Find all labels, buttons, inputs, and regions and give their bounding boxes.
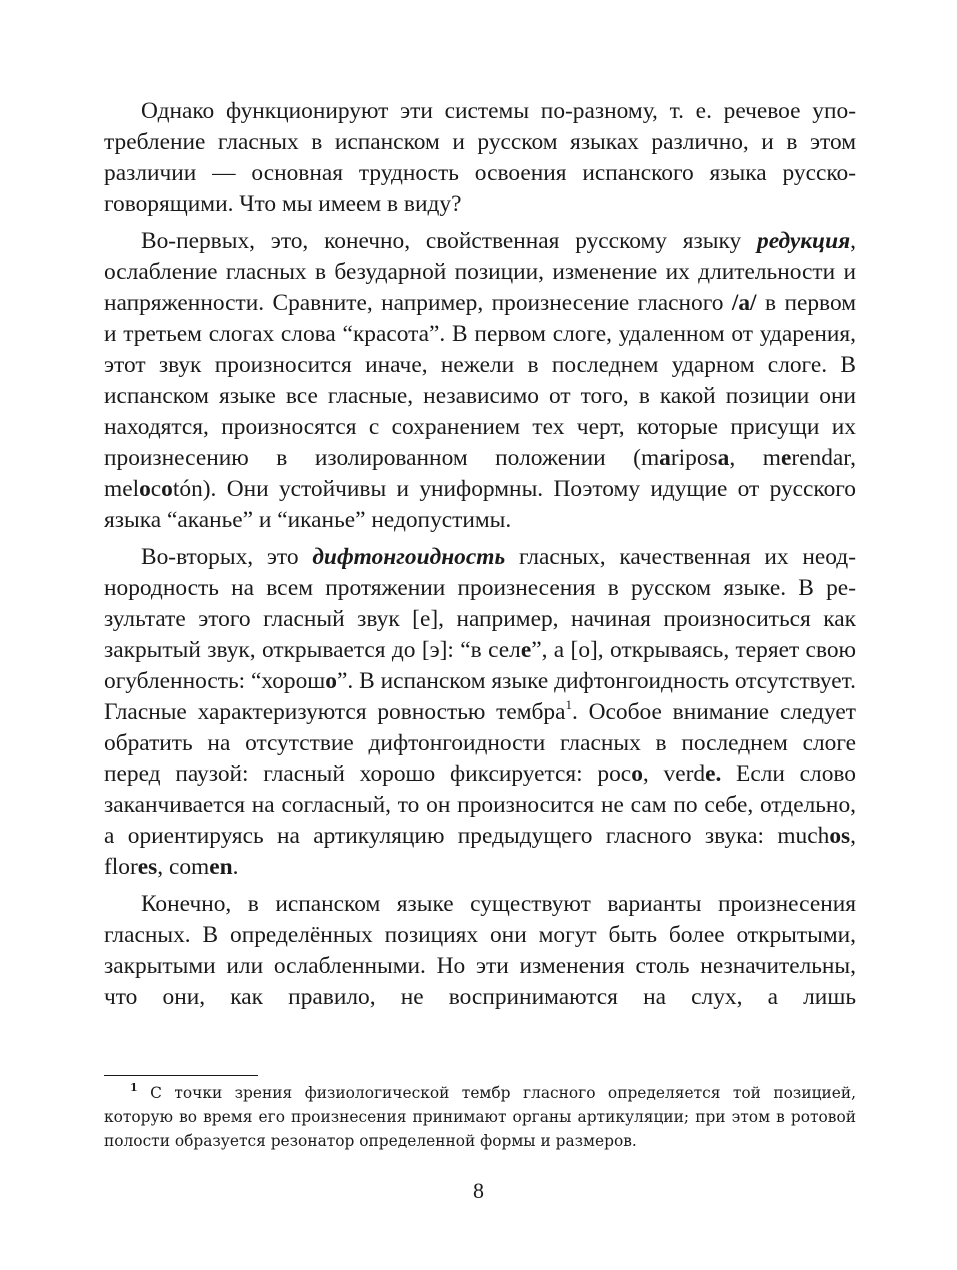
emphasized-term: дифтонгоидность [312,544,506,570]
text-run: , verd [642,761,706,787]
text-run: . Особое внимание следует обратить на отсутствие дифтонгоидности гласных в последнем слоге перед паузой: гласный хорошо фиксируется: poc [104,699,856,787]
text-run: , flor [104,823,856,880]
paragraph [104,542,856,883]
text-run: ripos [670,445,718,471]
text-run: ”, а [о], открываясь, теряет свою огубленность: “хорош [104,637,856,694]
text-run: ”. В испанском языке дифтонгоидность отсутствует. Гласные характеризуются ровностью тембра [104,668,856,725]
bold-letter: a [659,445,671,471]
text-run: Однако функционируют эти системы по-разному, т. е. речевое употребление гласных в испанском и русском языках различно, и в этом различии — основная трудность освоения испанского языка русскоговорящими. Что мы имеем в виду? [104,98,856,217]
text-run: rendar, mel [104,445,857,502]
bold-letter: е [520,637,532,663]
bold-letter: о [325,668,337,694]
text-run: , ослабление гласных в безударной позиции, изменение их длительности и напряженности. Сравните, например, произнесение гласного [104,228,856,316]
text-run: Если слово заканчивается на согласный, то он произносится не сам по себе, отдельно, а ориентируясь на артикуляцию предыдущего гласного звука: much [104,761,856,849]
footnote [104,1081,856,1153]
emphasized-term: редукция [757,228,851,254]
paragraph [104,226,856,536]
bold-letter: o [631,761,643,787]
footnote-reference: 1 [565,697,573,713]
page-body [104,96,856,1019]
text-run: в первом и третьем слогах слова “красота”. В первом слоге, удаленном от ударения, этот звук произносится иначе, нежели в последнем ударном слоге. В испанском языке все гласные, независимо от того, в какой позиции они находятся, произносятся с сохранением тех черт, которые присущи их произнесению в изолированном положении (m [104,290,856,471]
text-run: гласных, качественная их неоднородность на всем протяжении произнесения в русском языке. В результате этого гласный звук [е], например, начиная произноситься как закрытый звук, открывается до [э]: “в сел [104,544,856,663]
text-run: Во-первых, это, конечно, свойственная русскому языку [141,228,758,254]
text-run: . [232,854,239,880]
bold-letter: en [209,854,233,880]
bold-letter: o [161,476,173,502]
text-run: Во-вторых, это [141,544,313,570]
bold-letter: e. [705,761,722,787]
page-number: 8 [473,1178,484,1203]
bold-letter: o [139,476,151,502]
bold-letter: a [717,445,730,471]
footnote-text: С точки зрения физиологической тембр гласного определяется той позицией, которую во время его произнесения принимают органы артикуляции; при этом в ротовой полости образуется резонатор определенной формы и размеров. [104,1084,856,1150]
bold-letter: es [137,854,158,880]
text-run: , m [729,445,781,471]
text-run: c [150,476,162,502]
footnote-divider [104,1075,258,1076]
text-run: , com [157,854,210,880]
bold-letter: e [780,445,792,471]
paragraph [104,96,856,220]
bold-letter: os [829,823,851,849]
text-run: tón). Они устойчивы и униформны. Поэтому идущие от русского языка “аканье” и “иканье” недопустимы. [104,476,856,533]
text-run: Конечно, в испанском языке существуют варианты произнесения гласных. В определённых позициях они могут быть более открытыми, закрытыми или ослабленными. Но эти изменения столь незначительны, что они, как правило, не воспринимаются на слух, а лишь [104,891,856,1010]
bold-letter: /a/ [731,290,757,316]
footnote-marker: 1 [130,1080,138,1094]
paragraph [104,889,856,1013]
